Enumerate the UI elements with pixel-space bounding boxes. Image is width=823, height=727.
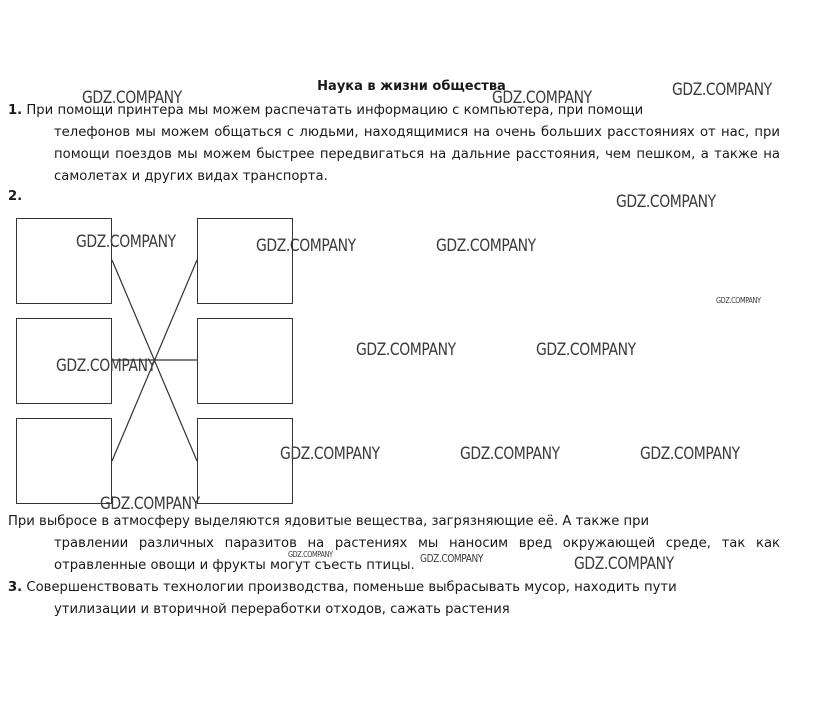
watermark: GDZ.COMPANY: [82, 88, 182, 108]
task-3: [8, 577, 780, 621]
watermark: GDZ.COMPANY: [100, 494, 200, 514]
task-1-number: 1.: [8, 103, 23, 118]
watermark: GDZ.COMPANY: [436, 236, 536, 256]
task-1-text: телефонов мы можем общаться с людьми, находящимися на очень больших расстояниях от нас, при помощи поездов мы можем быстрее передвигаться на дальние расстояния, чем пешком, а также на самолетах и других видах транспорта.: [54, 125, 780, 184]
task-3-first-line: Совершенствовать технологии производства, поменьше выбрасывать мусор, находить пути: [26, 580, 677, 595]
watermark: GDZ.COMPANY: [76, 232, 176, 252]
watermark: GDZ.COMPANY: [672, 80, 772, 100]
watermark: GDZ.COMPANY: [716, 296, 761, 305]
watermark: GDZ.COMPANY: [288, 550, 333, 559]
task-2-rest: травлении различных паразитов на растениях мы наносим вред окружающей среде, так как отравленные овощи и фрукты могут съесть птицы.: [54, 536, 780, 573]
watermark: GDZ.COMPANY: [492, 88, 592, 108]
task-3-number: 3.: [8, 580, 23, 595]
watermark: GDZ.COMPANY: [256, 236, 356, 256]
task-2-first-line: При выбросе в атмосферу выделяются ядовитые вещества, загрязняющие её. А также при: [8, 514, 650, 529]
watermark: GDZ.COMPANY: [420, 552, 483, 565]
task-3-text: утилизации и вторичной переработки отходов, сажать растения: [54, 602, 510, 617]
watermark: GDZ.COMPANY: [640, 444, 740, 464]
task-2-number: 2.: [8, 189, 23, 204]
watermark: GDZ.COMPANY: [356, 340, 456, 360]
watermark: GDZ.COMPANY: [56, 356, 156, 376]
watermark: GDZ.COMPANY: [280, 444, 380, 464]
watermark: GDZ.COMPANY: [460, 444, 560, 464]
task-1-first-line: При помощи принтера мы можем распечатать информацию с компьютера, при помощи: [26, 103, 644, 118]
watermark: GDZ.COMPANY: [616, 192, 716, 212]
watermark: GDZ.COMPANY: [574, 554, 674, 574]
watermark: GDZ.COMPANY: [536, 340, 636, 360]
page-title: Наука в жизни общества: [317, 79, 506, 94]
